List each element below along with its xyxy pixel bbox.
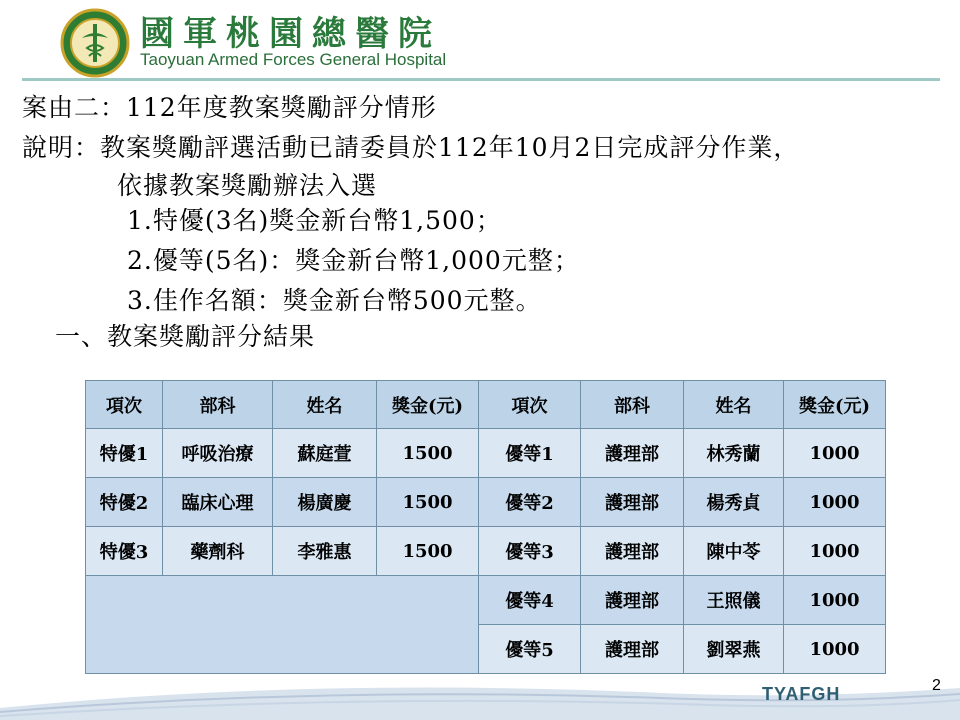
- table-cell: 1000: [784, 527, 886, 576]
- table-cell: 特優2: [86, 478, 163, 527]
- table-cell: 臨床心理: [163, 478, 273, 527]
- table-cell: 蘇庭萱: [273, 429, 377, 478]
- table-cell: 特優3: [86, 527, 163, 576]
- col-header-name: 姓名: [684, 381, 784, 429]
- table-cell: 優等3: [479, 527, 581, 576]
- table-cell: 1000: [784, 429, 886, 478]
- empty-merged-cell: [86, 576, 479, 674]
- award-rule-1: 1.特優(3名)獎金新台幣1,500；: [127, 206, 502, 235]
- table-cell: 劉翠燕: [684, 625, 784, 674]
- col-header-name: 姓名: [273, 381, 377, 429]
- section-heading: 一、教案獎勵評分結果: [55, 322, 316, 351]
- table-row: [86, 527, 886, 576]
- table-cell: 1000: [784, 478, 886, 527]
- table-cell: 優等2: [479, 478, 581, 527]
- table-cell: 護理部: [581, 576, 684, 625]
- table-cell: 特優1: [86, 429, 163, 478]
- table-cell: 陳中苓: [684, 527, 784, 576]
- table-cell: 優等5: [479, 625, 581, 674]
- header-divider: [22, 78, 940, 81]
- table-cell: 李雅惠: [273, 527, 377, 576]
- slide-title: 案由二：112年度教案獎勵評分情形: [22, 93, 437, 122]
- description-line-2: 依據教案獎勵辦法入選: [117, 171, 378, 200]
- col-header-dept: 部科: [163, 381, 273, 429]
- col-header-dept: 部科: [581, 381, 684, 429]
- table-header-row: [86, 381, 886, 429]
- table-cell: 1500: [377, 527, 479, 576]
- table-cell: 優等4: [479, 576, 581, 625]
- table-cell: 1000: [784, 576, 886, 625]
- col-header-item: 項次: [86, 381, 163, 429]
- table-cell: 1000: [784, 625, 886, 674]
- hospital-name-en: Taoyuan Armed Forces General Hospital: [140, 50, 447, 69]
- award-rule-3: 3.佳作名額：獎金新台幣500元整。: [127, 286, 542, 315]
- table-cell: 楊廣慶: [273, 478, 377, 527]
- col-header-item: 項次: [479, 381, 581, 429]
- footer-logo: TYAFGH: [762, 684, 841, 704]
- table-cell: 優等1: [479, 429, 581, 478]
- table-cell: 護理部: [581, 625, 684, 674]
- col-header-bonus: 獎金(元): [377, 381, 479, 429]
- table-cell: 藥劑科: [163, 527, 273, 576]
- table-row: [86, 478, 886, 527]
- hospital-emblem-icon: [60, 8, 130, 78]
- table-cell: 楊秀貞: [684, 478, 784, 527]
- table-row: [86, 429, 886, 478]
- table-cell: 林秀蘭: [684, 429, 784, 478]
- hospital-name-zh: 國軍桃園總醫院: [140, 14, 441, 54]
- award-results-table: [85, 380, 886, 674]
- description-line-1: 說明：教案獎勵評選活動已請委員於112年10月2日完成評分作業，: [22, 133, 800, 162]
- table-cell: 1500: [377, 429, 479, 478]
- award-rule-2: 2.優等(5名)：獎金新台幣1,000元整；: [127, 246, 580, 275]
- table-cell: 護理部: [581, 429, 684, 478]
- table-cell: 護理部: [581, 478, 684, 527]
- page-number: 2: [932, 677, 941, 694]
- table-cell: 護理部: [581, 527, 684, 576]
- table-cell: 1500: [377, 478, 479, 527]
- col-header-bonus: 獎金(元): [784, 381, 886, 429]
- table-row: [86, 576, 886, 625]
- table-cell: 呼吸治療: [163, 429, 273, 478]
- table-cell: 王照儀: [684, 576, 784, 625]
